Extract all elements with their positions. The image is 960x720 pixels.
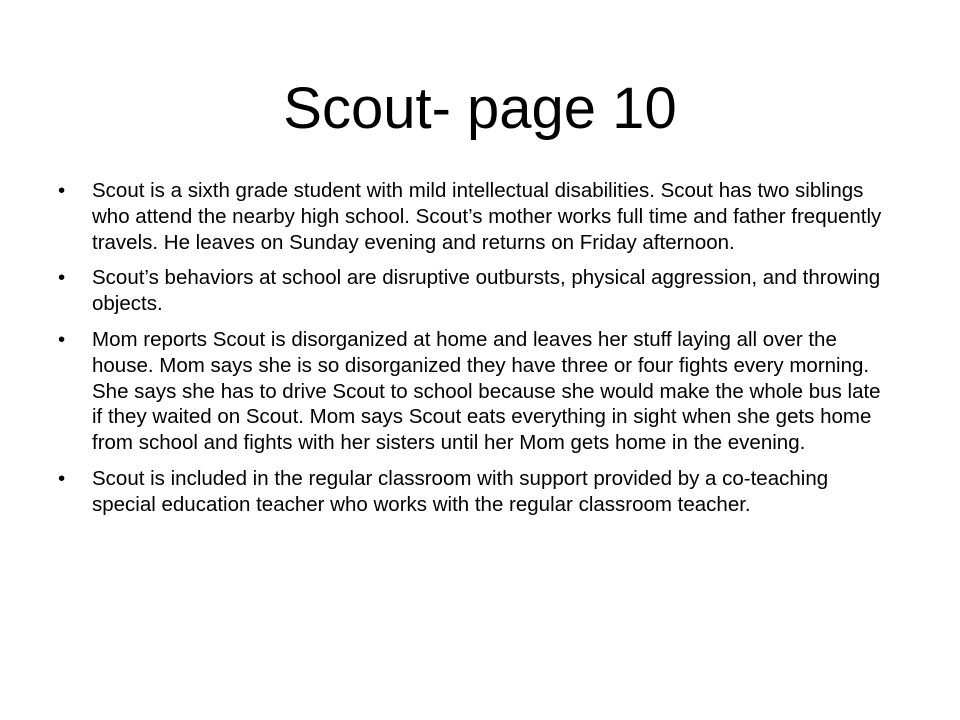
bullet-text-2: Scout’s behaviors at school are disruptive outbursts, physical aggression, and throwing objects. — [92, 266, 881, 316]
bullet-point-icon: • — [58, 179, 66, 202]
bullet-point-icon: • — [58, 466, 66, 490]
bullet-list — [58, 178, 888, 528]
bullet-point-icon: • — [58, 266, 66, 290]
bullet-item-2 — [58, 265, 888, 317]
slide-title: Scout- page 10 — [283, 76, 677, 141]
bullet-item-4 — [58, 466, 888, 518]
bullet-text-4: Scout is included in the regular classroom with support provided by a co-teaching special education teacher who works with the regular classroom teacher. — [92, 466, 829, 516]
bullet-point-icon: • — [58, 327, 66, 351]
bullet-item-1 — [58, 178, 888, 255]
bullet-text-1: Scout is a sixth grade student with mild intellectual disabilities. Scout has two siblings who attend the nearby high school. Scout’s mother works full time and father frequently travels. He leaves on Sunday evening and returns on Friday afternoon. — [92, 179, 882, 254]
bullet-text-3: Mom reports Scout is disorganized at home and leaves her stuff laying all over the house. Mom says she is so disorganized they have three or four fights every morning. She says she has to drive Scout to school because she would make the whole bus late if they waited on Scout. Mom says Scout eats everything in sight when she gets home from school and fights with her sisters until her Mom gets home in the evening. — [92, 327, 881, 455]
bullet-item-3 — [58, 327, 888, 456]
